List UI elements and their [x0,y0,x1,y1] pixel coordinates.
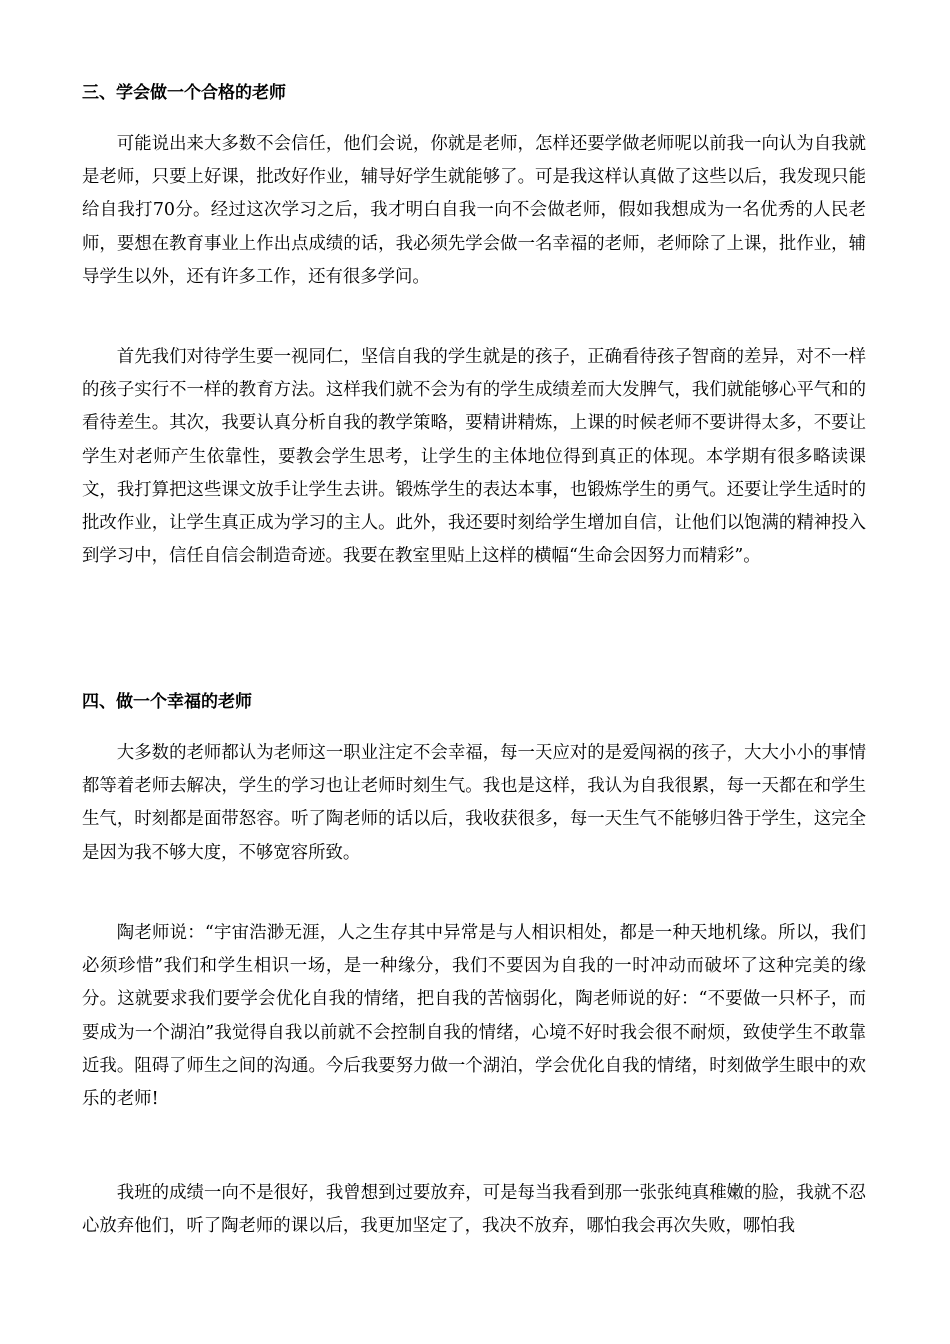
section-3-heading: 三、学会做一个合格的老师 [82,83,286,103]
section-4-paragraph-1: 大多数的老师都认为老师这一职业注定不会幸福，每一天应对的是爱闯祸的孩子，大大小小的事情都等着老师去解决，学生的学习也让老师时刻生气。我也是这样，我认为自我很累，每一天都在和学生生气，时刻都是面带怒容。听了陶老师的话以后，我收获很多，每一天生气不能够归咎于学生，这完全是因为我不够大度，不够宽容所致。 [82,743,866,863]
section-4-paragraph-2: 陶老师说：“宇宙浩渺无涯，人之生存其中异常是与人相识相处，都是一种天地机缘。所以，我们必须珍惜”我们和学生相识一场，是一种缘分，我们不要因为自我的一时冲动而破坏了这种完美的缘分。这就要求我们要学会优化自我的情绪，把自我的苦恼弱化，陶老师说的好：“不要做一只杯子，而要成为一个湖泊”我觉得自我以前就不会控制自我的情绪，心境不好时我会很不耐烦，致使学生不敢靠近我。阻碍了师生之间的沟通。今后我要努力做一个湖泊，学会优化自我的情绪，时刻做学生眼中的欢乐的老师! [82,923,866,1110]
section-4-heading: 四、做一个幸福的老师 [82,692,252,712]
section-4-paragraph-3: 我班的成绩一向不是很好，我曾想到过要放弃，可是每当我看到那一张张纯真稚嫩的脸，我就不忍心放弃他们，听了陶老师的课以后，我更加坚定了，我决不放弃，哪怕我会再次失败，哪怕我 [82,1183,866,1237]
section-3-paragraph-1: 可能说出来大多数不会信任，他们会说，你就是老师，怎样还要学做老师呢以前我一向认为自我就是老师，只要上好课，批改好作业，辅导好学生就能够了。可是我这样认真做了这些以后，我发现只能给自我打70分。经过这次学习之后，我才明白自我一向不会做老师，假如我想成为一名优秀的人民老师，要想在教育事业上作出点成绩的话，我必须先学会做一名幸福的老师，老师除了上课，批作业，辅导学生以外，还有许多工作，还有很多学问。 [82,134,866,287]
section-3-paragraph-2: 首先我们对待学生要一视同仁，坚信自我的学生就是的孩子，正确看待孩子智商的差异，对不一样的孩子实行不一样的教育方法。这样我们就不会为有的学生成绩差而大发脾气，我们就能够心平气和的看待差生。其次，我要认真分析自我的教学策略，要精讲精炼，上课的时候老师不要讲得太多，不要让学生对老师产生依靠性，要教会学生思考，让学生的主体地位得到真正的体现。本学期有很多略读课文，我打算把这些课文放手让学生去讲。锻炼学生的表达本事，也锻炼学生的勇气。还要让学生适时的批改作业，让学生真正成为学习的主人。此外，我还要时刻给学生增加自信，让他们以饱满的精神投入到学习中，信任自信会制造奇迹。我要在教室里贴上这样的横幅“生命会因努力而精彩”。 [82,347,866,567]
